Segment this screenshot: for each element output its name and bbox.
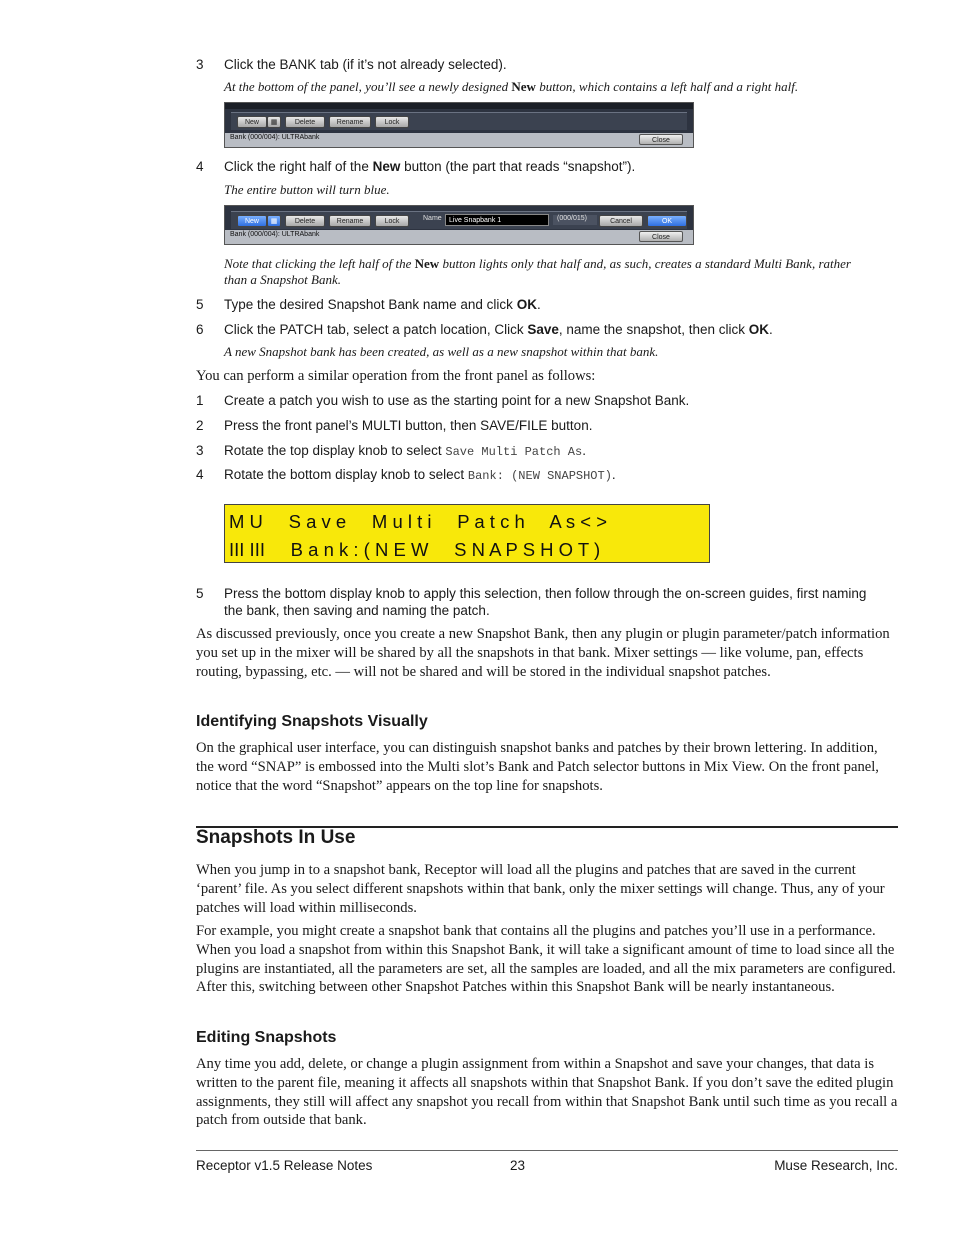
delete-button[interactable]: Delete bbox=[285, 116, 325, 128]
name-input[interactable]: Live Snapbank 1 bbox=[445, 214, 549, 226]
name-label: Name bbox=[423, 215, 442, 222]
status-bar bbox=[225, 230, 693, 244]
step-text bbox=[224, 296, 894, 313]
note-bold: New bbox=[511, 79, 536, 94]
step-number: 2 bbox=[196, 418, 204, 433]
lcd-line-1: M U S a v e M u l t i P a t c h A s < > bbox=[229, 511, 608, 532]
body-paragraph: On the graphical user interface, you can distinguish snapshot banks and patches by their brown lettering. In addition, the word “SNAP” is embossed into the Multi slot’s Bank and Patch selector buttons in Mix View. On the front panel, notice that the word “Snapshot” appears on the top line for snapshots. bbox=[196, 740, 879, 794]
rename-button[interactable]: Rename bbox=[329, 215, 371, 227]
note-text: Note that clicking the left half of the bbox=[224, 256, 415, 271]
step-text-part: button (the part that reads “snapshot”). bbox=[400, 159, 636, 174]
ok-button[interactable]: OK bbox=[647, 215, 687, 227]
new-snapshot-button[interactable] bbox=[267, 215, 281, 227]
body-paragraph: As discussed previously, once you create a new Snapshot Bank, then any plugin or plugin parameter/patch information you set up in the mixer will be shared by all the snapshots in that bank. Mixer settings — like volume, pan, effects routing, bypassing, etc. — will not be shared and will be stored in the individual snapshot patches. bbox=[196, 626, 890, 680]
step-text-bold: Save bbox=[527, 322, 559, 337]
subsection-heading: Identifying Snapshots Visually bbox=[196, 713, 428, 730]
front-panel-intro: You can perform a similar operation from the front panel as follows: bbox=[196, 368, 596, 384]
step-text-part: , name the snapshot, then click bbox=[558, 322, 749, 337]
new-left-button[interactable]: New bbox=[237, 215, 267, 227]
step-text-bold: New bbox=[372, 159, 401, 174]
body-paragraph: For example, you might create a snapshot bank that contains all the plugins and patches you’ll use in a performance. When you load a snapshot from within this Snapshot Bank, it will take a significant amount of time to load since all the plugins are instantiated, all the parameters are set, all the samples are loaded, and all the mix parameters are configured. After this, switching between other Snapshot Patches within this Snapshot Bank will be nearly instantaneous. bbox=[196, 923, 896, 996]
delete-button[interactable]: Delete bbox=[285, 215, 325, 227]
step-text: Press the front panel’s MULTI button, then SAVE/FILE button. bbox=[224, 418, 593, 433]
footer-left: Receptor v1.5 Release Notes bbox=[196, 1158, 373, 1173]
step-text-part: Rotate the top display knob to select bbox=[224, 443, 446, 458]
footer-right: Muse Research, Inc. bbox=[774, 1158, 898, 1173]
bank-counter: (000/015) bbox=[557, 215, 587, 222]
step-text bbox=[224, 321, 894, 338]
bank-status: Bank (000/004): ULTRAbank bbox=[230, 231, 320, 238]
body-paragraph: Any time you add, delete, or change a plugin assignment from within a Snapshot and save your changes, that data is written to the parent file, meaning it affects all snapshots within that Snapshot Bank. If you don’t save the edited plugin assignments, they still will affect any snapshot you recall from within that Snapshot Bank until such time as you recall a patch from outside that bank. bbox=[196, 1056, 898, 1129]
step-number: 3 bbox=[196, 443, 204, 458]
status-bar bbox=[225, 133, 693, 147]
close-button[interactable]: Close bbox=[639, 231, 683, 242]
step-text-bold: OK bbox=[516, 297, 537, 312]
lock-button[interactable]: Lock bbox=[375, 215, 409, 227]
step-text-part: Click the right half of the bbox=[224, 159, 373, 174]
step-text bbox=[224, 158, 894, 175]
new-left-button[interactable]: New bbox=[237, 116, 267, 128]
step-number: 5 bbox=[196, 297, 204, 312]
footer-rule bbox=[196, 1150, 898, 1151]
step-text: Press the bottom display knob to apply this selection, then follow through the on-screen guides, first naming the bank, then saving and naming the patch. bbox=[224, 586, 867, 618]
step-text: Click the BANK tab (if it’s not already selected). bbox=[224, 57, 507, 72]
note-text: At the bottom of the panel, you’ll see a newly designed bbox=[224, 79, 512, 94]
step-number: 4 bbox=[196, 467, 204, 482]
step-number: 3 bbox=[196, 57, 204, 72]
step-number: 5 bbox=[196, 586, 204, 601]
step-text-part: . bbox=[582, 443, 586, 458]
left-half-note bbox=[224, 256, 874, 288]
step-text bbox=[224, 442, 894, 461]
note-bold: New bbox=[414, 256, 440, 271]
step-text-part: Rotate the bottom display knob to select bbox=[224, 467, 468, 482]
subsection-heading: Editing Snapshots bbox=[196, 1029, 337, 1046]
display-code: Bank: (NEW SNAPSHOT) bbox=[467, 469, 612, 483]
lcd-line-2: III III B a n k : ( N E W S N A P S H O T ) bbox=[229, 539, 601, 560]
front-panel-lcd-display bbox=[224, 504, 710, 563]
page-number: 23 bbox=[510, 1158, 526, 1173]
step-text-part: Click the PATCH tab, select a patch location, Click bbox=[224, 322, 528, 337]
step-text bbox=[224, 466, 894, 485]
bank-panel-screenshot bbox=[224, 102, 694, 148]
step-note: A new Snapshot bank has been created, as well as a new snapshot within that bank. bbox=[224, 344, 659, 359]
step-note: The entire button will turn blue. bbox=[224, 182, 390, 197]
snapshot-icon: ▦ bbox=[270, 218, 278, 225]
note-text: button, which contains a left half and a right half. bbox=[535, 79, 799, 94]
bank-status: Bank (000/004): ULTRAbank bbox=[230, 134, 320, 141]
display-code: Save Multi Patch As bbox=[445, 445, 583, 459]
step-number: 1 bbox=[196, 393, 204, 408]
section-title: Snapshots In Use bbox=[196, 827, 356, 848]
new-snapshot-button[interactable] bbox=[267, 116, 281, 128]
rename-button[interactable]: Rename bbox=[329, 116, 371, 128]
close-button[interactable]: Close bbox=[639, 134, 683, 145]
step-text-part: Type the desired Snapshot Bank name and click bbox=[224, 297, 517, 312]
step-text-part: . bbox=[536, 297, 541, 312]
button-row bbox=[231, 112, 687, 130]
panel-top-bar bbox=[225, 103, 693, 109]
cancel-button[interactable]: Cancel bbox=[599, 215, 643, 227]
body-paragraph: When you jump in to a snapshot bank, Receptor will load all the plugins and patches that are saved in the current ‘parent’ file. As you select different snapshots within that bank, only the mixer settings will change. Thus, any of your patches will load within milliseconds. bbox=[196, 862, 885, 916]
bank-panel-blue-screenshot bbox=[224, 205, 694, 245]
step-number: 6 bbox=[196, 322, 204, 337]
step-text-part: . bbox=[769, 322, 773, 337]
step-number: 4 bbox=[196, 159, 204, 174]
step-text-part: . bbox=[611, 467, 616, 482]
note-text: button lights only that half and, as such, creates a standard Multi Bank, rather than a Snapshot Bank. bbox=[224, 256, 851, 287]
snapshot-icon: ▦ bbox=[270, 119, 278, 126]
step-note bbox=[224, 79, 894, 95]
step-text-bold: OK bbox=[748, 322, 770, 337]
button-row bbox=[231, 211, 687, 229]
lock-button[interactable]: Lock bbox=[375, 116, 409, 128]
step-text: Create a patch you wish to use as the starting point for a new Snapshot Bank. bbox=[224, 393, 690, 408]
